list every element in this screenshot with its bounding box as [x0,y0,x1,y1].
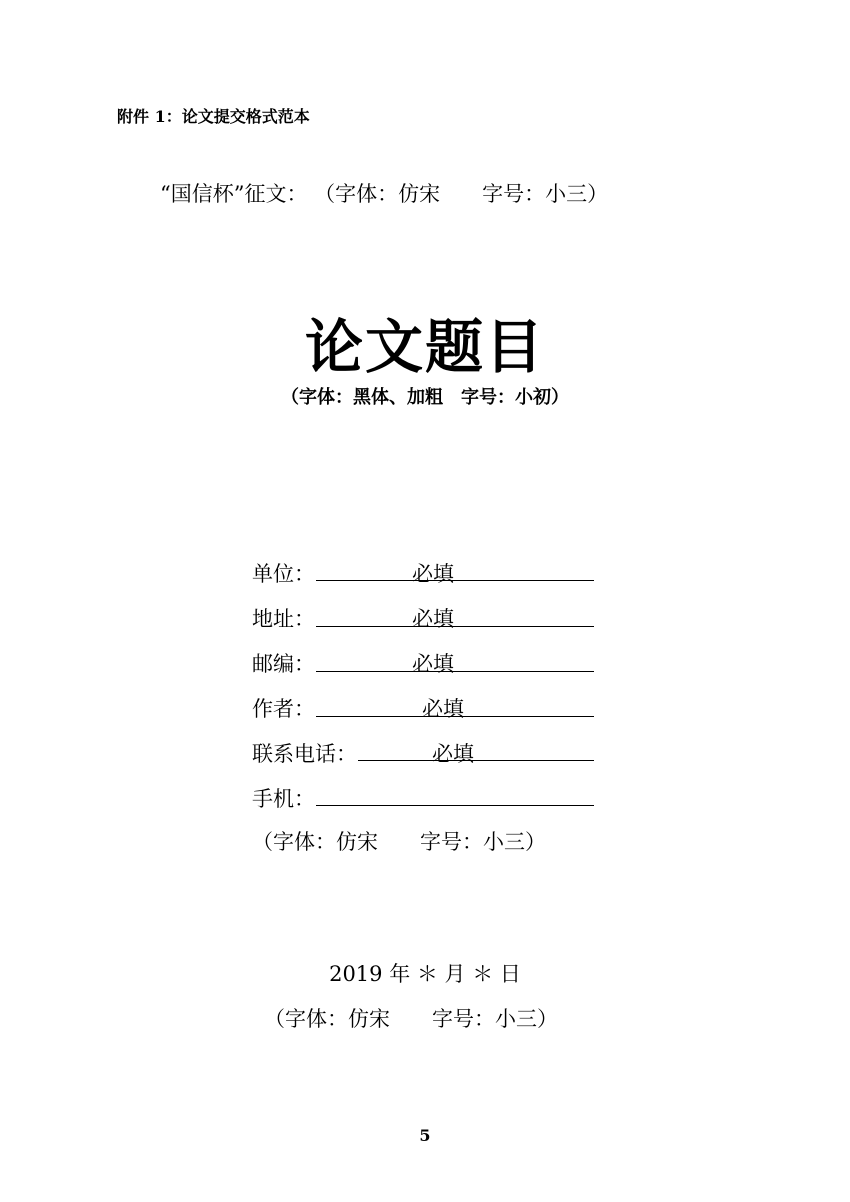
field-label-author: 作者： [252,697,315,721]
field-label-postcode: 邮编： [252,652,315,676]
essay-line [160,178,608,208]
field-value-phone: 必填 [432,742,474,766]
date-line: 2019 年 ＊ 月 ＊ 日 [329,962,521,986]
essay-font-note-b: 字号：小三） [482,182,609,206]
date-font-note-b: 字号：小三） [432,1007,558,1031]
fields-font-note-b: 字号：小三） [420,830,546,854]
field-label-address: 地址： [252,607,315,631]
field-label-phone: 联系电话： [252,742,357,766]
date-font-note-a: （字体：仿宋 [264,1007,390,1031]
essay-font-note-a: （字体：仿宋 [314,182,441,206]
field-value-address: 必填 [412,607,454,631]
field-value-unit: 必填 [412,562,454,586]
field-label-unit: 单位： [252,562,315,586]
field-line-phone[interactable] [358,760,594,761]
field-value-author: 必填 [422,697,464,721]
attachment-heading: 附件 1：论文提交格式范本 [117,107,310,126]
fields-font-note-a: （字体：仿宋 [252,830,378,854]
title-font-note-a: （字体：黑体、加粗 [281,387,443,408]
date-font-note [264,1003,558,1033]
field-value-postcode: 必填 [412,652,454,676]
title-font-note [0,383,850,409]
paper-title: 论文题目 [304,313,545,381]
field-line-address[interactable] [316,626,594,627]
page-number: 5 [419,1126,431,1145]
field-label-mobile: 手机： [252,787,315,811]
field-line-mobile[interactable] [316,805,594,806]
title-font-note-b: 字号：小初） [461,387,569,408]
essay-label: “国信杯”征文： [160,182,308,206]
field-line-postcode[interactable] [316,671,594,672]
field-line-unit[interactable] [316,580,594,581]
fields-font-note [252,826,546,856]
